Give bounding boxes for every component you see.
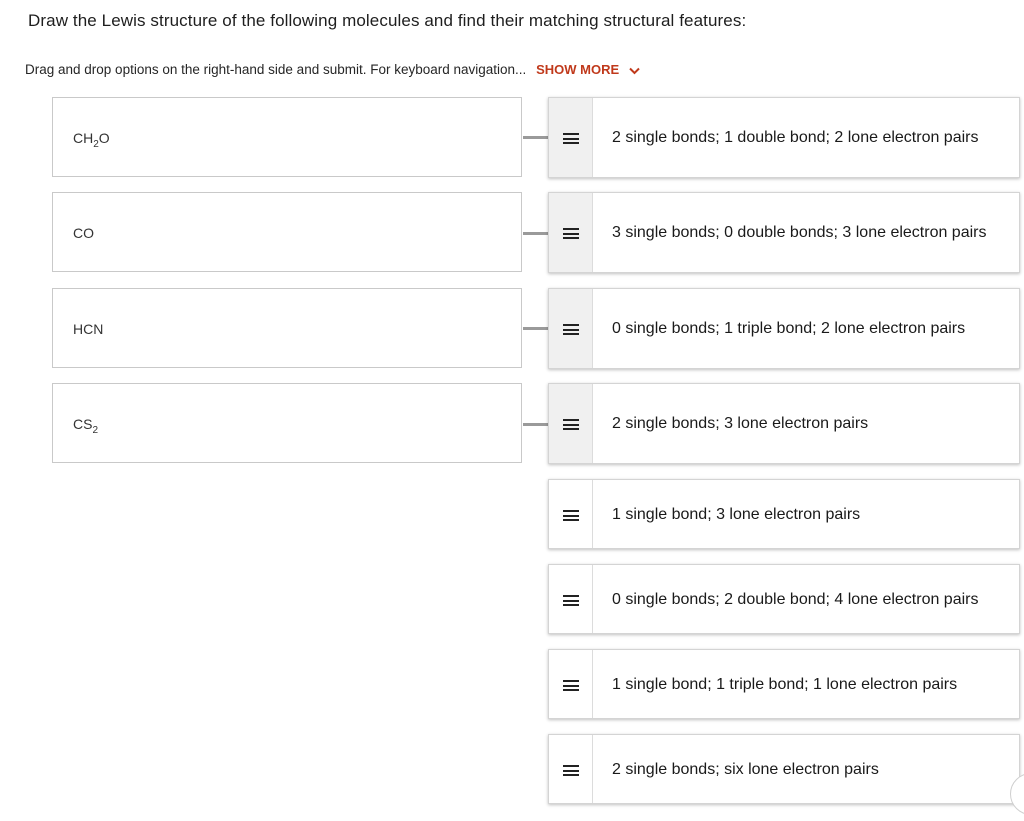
option-label: 3 single bonds; 0 double bonds; 3 lone electron pairs [612,224,987,241]
drag-handle-icon [563,680,579,691]
question-title: Draw the Lewis structure of the following molecules and find their matching structural features: [28,11,747,30]
option-label: 1 single bond; 1 triple bond; 1 lone electron pairs [612,676,958,693]
option-label: 0 single bonds; 2 double bond; 4 lone electron pairs [612,591,979,608]
drag-handle-icon [563,765,579,776]
drop-target-3[interactable] [52,288,522,368]
connector-line [523,327,549,330]
molecule-label: CO [73,225,94,241]
option-label: 1 single bond; 3 lone electron pairs [612,506,861,523]
drag-handle-icon [563,228,579,239]
drag-handle-icon [563,595,579,606]
option-card[interactable] [548,734,1020,804]
option-label: 2 single bonds; 1 double bond; 2 lone electron pairs [612,129,979,146]
drag-handle[interactable] [549,193,593,272]
drag-handle-icon [563,324,579,335]
molecule-label: HCN [73,321,104,337]
drag-handle[interactable] [549,289,593,368]
option-label: 2 single bonds; six lone electron pairs [612,761,879,778]
drag-handle[interactable] [549,480,593,548]
option-card[interactable] [548,649,1020,719]
option-label: 0 single bonds; 1 triple bond; 2 lone electron pairs [612,320,966,337]
connector-line [523,423,549,426]
show-more-label: SHOW MORE [536,62,620,77]
drag-handle-icon [563,419,579,430]
option-label: 2 single bonds; 3 lone electron pairs [612,415,869,432]
option-card[interactable] [548,288,1020,369]
option-card[interactable] [548,97,1020,178]
drop-target-4[interactable] [52,383,522,463]
option-card[interactable] [548,479,1020,549]
option-card[interactable] [548,383,1020,464]
drag-handle[interactable] [549,735,593,803]
option-card[interactable] [548,564,1020,634]
drag-handle-icon [563,133,579,144]
drag-handle-icon [563,510,579,521]
drag-handle[interactable] [549,384,593,463]
connector-line [523,136,549,139]
drag-handle[interactable] [549,98,593,177]
option-card[interactable] [548,192,1020,273]
drag-handle[interactable] [549,650,593,718]
connector-line [523,232,549,235]
chevron-down-icon [629,67,640,75]
show-more-button[interactable] [536,62,640,77]
instructions [25,62,640,77]
instructions-text: Drag and drop options on the right-hand side and submit. For keyboard navigation... [25,62,527,77]
drag-handle[interactable] [549,565,593,633]
molecule-label: $CS_2$ [73,416,99,436]
molecule-label: $CH_2O$ [73,130,110,150]
drop-target-1[interactable] [52,97,522,177]
drop-target-2[interactable] [52,192,522,272]
